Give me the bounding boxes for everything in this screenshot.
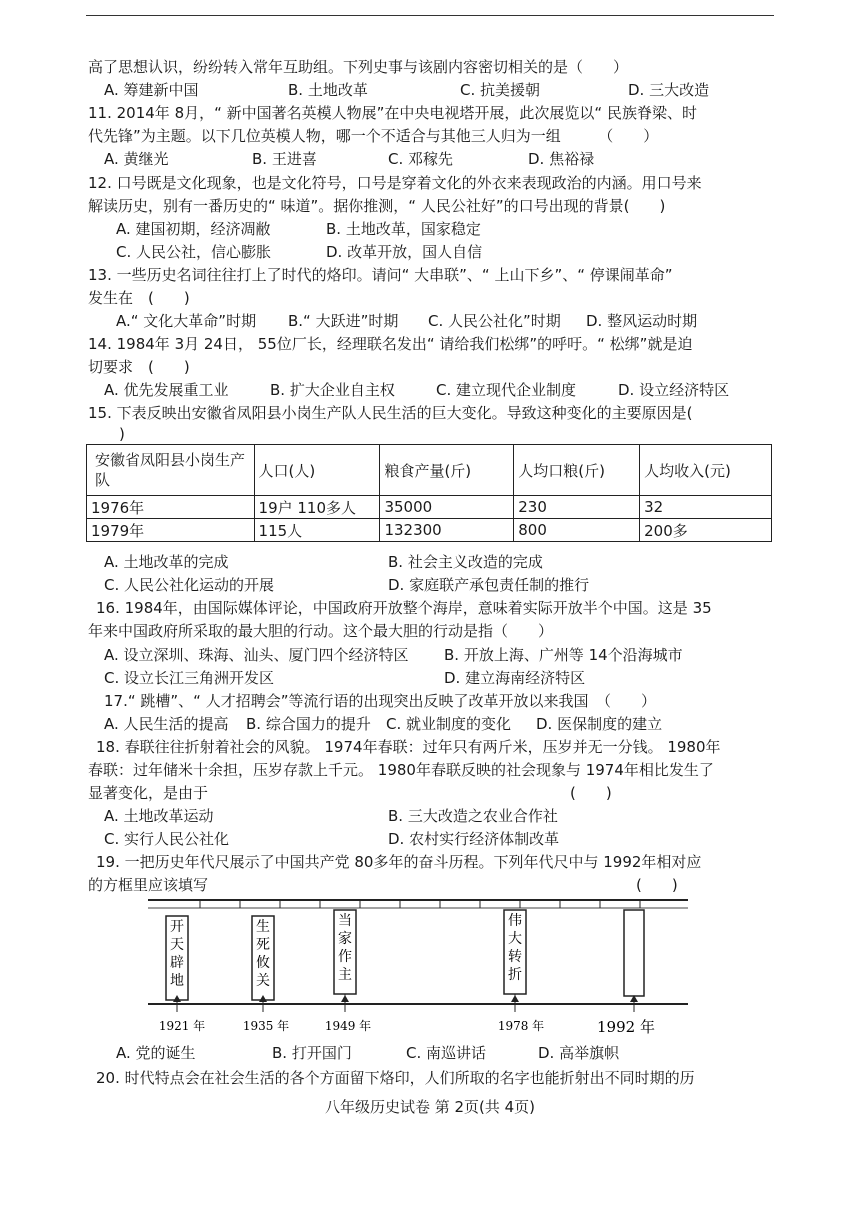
q16-option-d: D. 建立海南经济特区 <box>444 669 586 687</box>
box-char: 关 <box>256 973 270 989</box>
table-cell: 115人 <box>254 519 380 542</box>
box-char: 地 <box>170 973 184 989</box>
q13-option-b: B.“ 大跃进”时期 <box>288 312 399 330</box>
timeline-ruler <box>148 896 688 1036</box>
q11-stem-line1: 11. 2014年 8月，“ 新中国著名英模人物展”在中央电视塔开展，此次展览以“ 民族脊梁、时 <box>88 104 697 122</box>
box-char: 开 <box>170 919 184 935</box>
q12-option-a: A. 建国初期，经济凋敝 <box>116 220 271 238</box>
box-char: 辟 <box>170 955 184 971</box>
q10-option-b: B. 土地改革 <box>288 81 368 99</box>
table-header-cell: 人均收入(元) <box>640 445 772 496</box>
timeline-box-1935 <box>243 916 289 1033</box>
box-char: 大 <box>508 931 522 947</box>
box-char: 死 <box>256 937 270 953</box>
q11-stem-line2: 代先锋”为主题。以下几位英模人物，哪一个不适合与其他三人归为一组 （ ） <box>88 127 659 145</box>
q13-option-c: C. 人民公社化”时期 <box>428 312 561 330</box>
timeline-box-1978 <box>498 910 544 1033</box>
q13-option-a: A.“ 文化大革命”时期 <box>116 312 257 330</box>
q16-option-c: C. 设立长江三角洲开发区 <box>104 669 275 687</box>
q12-option-d: D. 改革开放，国人自信 <box>326 243 483 261</box>
q10-option-a: A. 筹建新中国 <box>104 81 199 99</box>
q19-option-b: B. 打开国门 <box>272 1044 352 1062</box>
table-cell: 19户 110多人 <box>254 496 380 519</box>
table-header-cell: 人口(人) <box>254 445 380 496</box>
q16-option-a: A. 设立深圳、珠海、汕头、厦门四个经济特区 <box>104 646 409 664</box>
q15-option-b: B. 社会主义改造的完成 <box>388 553 543 571</box>
table-header-cell: 安徽省凤阳县小岗生产队 <box>87 445 255 496</box>
box-char: 折 <box>508 967 522 983</box>
year-label: 1992 年 <box>597 1018 655 1036</box>
box-char: 攸 <box>256 955 270 971</box>
q16-stem-line2: 年来中国政府所采取的最大胆的行动。这个最大胆的行动是指（ ） <box>88 622 554 640</box>
q14-stem-line2: 切要求 ( ) <box>88 358 190 376</box>
q13-stem-line1: 13. 一些历史名词往往打上了时代的烙印。请问“ 大串联”、“ 上山下乡”、“ 停课闹革命” <box>88 266 673 284</box>
q12-option-c: C. 人民公社，信心膨胀 <box>116 243 272 261</box>
q14-option-c: C. 建立现代企业制度 <box>436 381 577 399</box>
table-header-row <box>87 445 772 496</box>
q10-option-d: D. 三大改造 <box>628 81 710 99</box>
q14-option-a: A. 优先发展重工业 <box>104 381 229 399</box>
q19-stem-line1: 19. 一把历史年代尺展示了中国共产党 80多年的奋斗历程。下列年代尺中与 1992年相对应 <box>96 853 702 871</box>
q13-option-d: D. 整风运动时期 <box>586 312 698 330</box>
box-char: 伟 <box>508 913 522 929</box>
q14-option-d: D. 设立经济特区 <box>618 381 730 399</box>
q10-stem-tail: 高了思想认识，纷纷转入常年互助组。下列史事与该剧内容密切相关的是（ ） <box>88 58 629 76</box>
q17-option-b: B. 综合国力的提升 <box>246 715 371 733</box>
q15-stem-line2: ) <box>104 425 125 443</box>
q10-option-c: C. 抗美援朝 <box>460 81 541 99</box>
q15-option-a: A. 土地改革的完成 <box>104 553 229 571</box>
box-char: 生 <box>256 919 270 935</box>
table-cell: 132300 <box>380 519 514 542</box>
box-char: 作 <box>338 949 352 965</box>
q15-option-c: C. 人民公社化运动的开展 <box>104 576 275 594</box>
q16-stem-line1: 16. 1984年，由国际媒体评论，中国政府开放整个海岸，意味着实际开放半个中国。这是 35 <box>96 599 712 617</box>
q11-option-c: C. 邓稼先 <box>388 150 454 168</box>
timeline-figure <box>148 896 688 1040</box>
timeline-box-1992-blank <box>597 910 655 1036</box>
year-label: 1978 年 <box>497 1019 545 1033</box>
box-char: 天 <box>170 937 184 953</box>
table-cell: 1976年 <box>87 496 255 519</box>
q14-stem-line1: 14. 1984年 3月 24日， 55位厂长，经理联名发出“ 请给我们松绑”的呼吁。“ 松绑”就是迫 <box>88 335 693 353</box>
page-footer: 八年级历史试卷 第 2页(共 4页) <box>324 1098 536 1116</box>
q15-data-table <box>86 444 772 542</box>
q15-stem-line1: 15. 下表反映出安徽省凤阳县小岗生产队人民生活的巨大变化。导致这种变化的主要原因是( <box>88 404 693 422</box>
timeline-box-1921 <box>159 916 205 1033</box>
q12-stem-line2: 解读历史，别有一番历史的“ 味道”。据你推测，“ 人民公社好”的口号出现的背景( ) <box>88 197 666 215</box>
arrow-up-icon <box>511 995 519 1002</box>
q18-stem-line2: 春联：过年储米十余担，压岁存款上千元。 1980年春联反映的社会现象与 1974年相比发生了 <box>88 761 714 779</box>
arrow-up-icon <box>341 995 349 1002</box>
table-cell: 35000 <box>380 496 514 519</box>
table-header-cell: 人均口粮(斤) <box>514 445 640 496</box>
q18-option-d: D. 农村实行经济体制改革 <box>388 830 560 848</box>
q16-option-b: B. 开放上海、广州等 14个沿海城市 <box>444 646 683 664</box>
q15-option-d: D. 家庭联产承包责任制的推行 <box>388 576 590 594</box>
q19-stem-line2: 的方框里应该填写 <box>88 876 209 894</box>
table-cell: 1979年 <box>87 519 255 542</box>
q12-stem-line1: 12. 口号既是文化现象，也是文化符号，口号是穿着文化的外衣来表现政治的内涵。用口号来 <box>88 174 702 192</box>
q17-option-a: A. 人民生活的提高 <box>104 715 229 733</box>
table-cell: 230 <box>514 496 640 519</box>
table-header-cell: 粮食产量(斤) <box>380 445 514 496</box>
q18-option-b: B. 三大改造之农业合作社 <box>388 807 558 825</box>
year-label: 1949 年 <box>324 1019 372 1033</box>
q18-answer-paren: ( ) <box>570 784 612 802</box>
q17-stem: 17.“ 跳槽”、“ 人才招聘会”等流行语的出现突出反映了改革开放以来我国 （ ） <box>104 692 656 710</box>
q20-stem-line1: 20. 时代特点会在社会生活的各个方面留下烙印，人们所取的名字也能折射出不同时期的历 <box>96 1069 695 1087</box>
table-cell: 32 <box>640 496 772 519</box>
q19-option-d: D. 高举旗帜 <box>538 1044 620 1062</box>
header-rule <box>86 15 774 16</box>
table-row <box>87 496 772 519</box>
q11-option-a: A. 黄继光 <box>104 150 169 168</box>
q19-answer-paren: ( ) <box>636 876 678 894</box>
q18-stem-line3: 显著变化，是由于 <box>88 784 209 802</box>
year-label: 1935 年 <box>242 1019 290 1033</box>
table-cell: 200多 <box>640 519 772 542</box>
box-char: 当 <box>338 913 352 929</box>
q18-option-c: C. 实行人民公社化 <box>104 830 230 848</box>
q11-option-b: B. 王进喜 <box>252 150 317 168</box>
q13-stem-line2: 发生在 ( ) <box>88 289 190 307</box>
q14-option-b: B. 扩大企业自主权 <box>270 381 395 399</box>
q18-stem-line1: 18. 春联往往折射着社会的风貌。 1974年春联：过年只有两斤米，压岁并无一分钱。 1980年 <box>96 738 721 756</box>
q17-option-c: C. 就业制度的变化 <box>386 715 512 733</box>
box-char: 转 <box>508 949 522 965</box>
year-label: 1921 年 <box>158 1019 206 1033</box>
box-char: 主 <box>338 967 352 983</box>
q17-option-d: D. 医保制度的建立 <box>536 715 663 733</box>
box-char: 家 <box>338 931 352 947</box>
box-frame <box>624 910 644 996</box>
q19-option-c: C. 南巡讲话 <box>406 1044 487 1062</box>
table-cell: 800 <box>514 519 640 542</box>
timeline-box-1949 <box>325 910 371 1033</box>
timeline-ticks <box>200 900 640 908</box>
q19-option-a: A. 党的诞生 <box>116 1044 196 1062</box>
q11-option-d: D. 焦裕禄 <box>528 150 595 168</box>
table-row <box>87 519 772 542</box>
q12-option-b: B. 土地改革，国家稳定 <box>326 220 481 238</box>
q18-option-a: A. 土地改革运动 <box>104 807 214 825</box>
